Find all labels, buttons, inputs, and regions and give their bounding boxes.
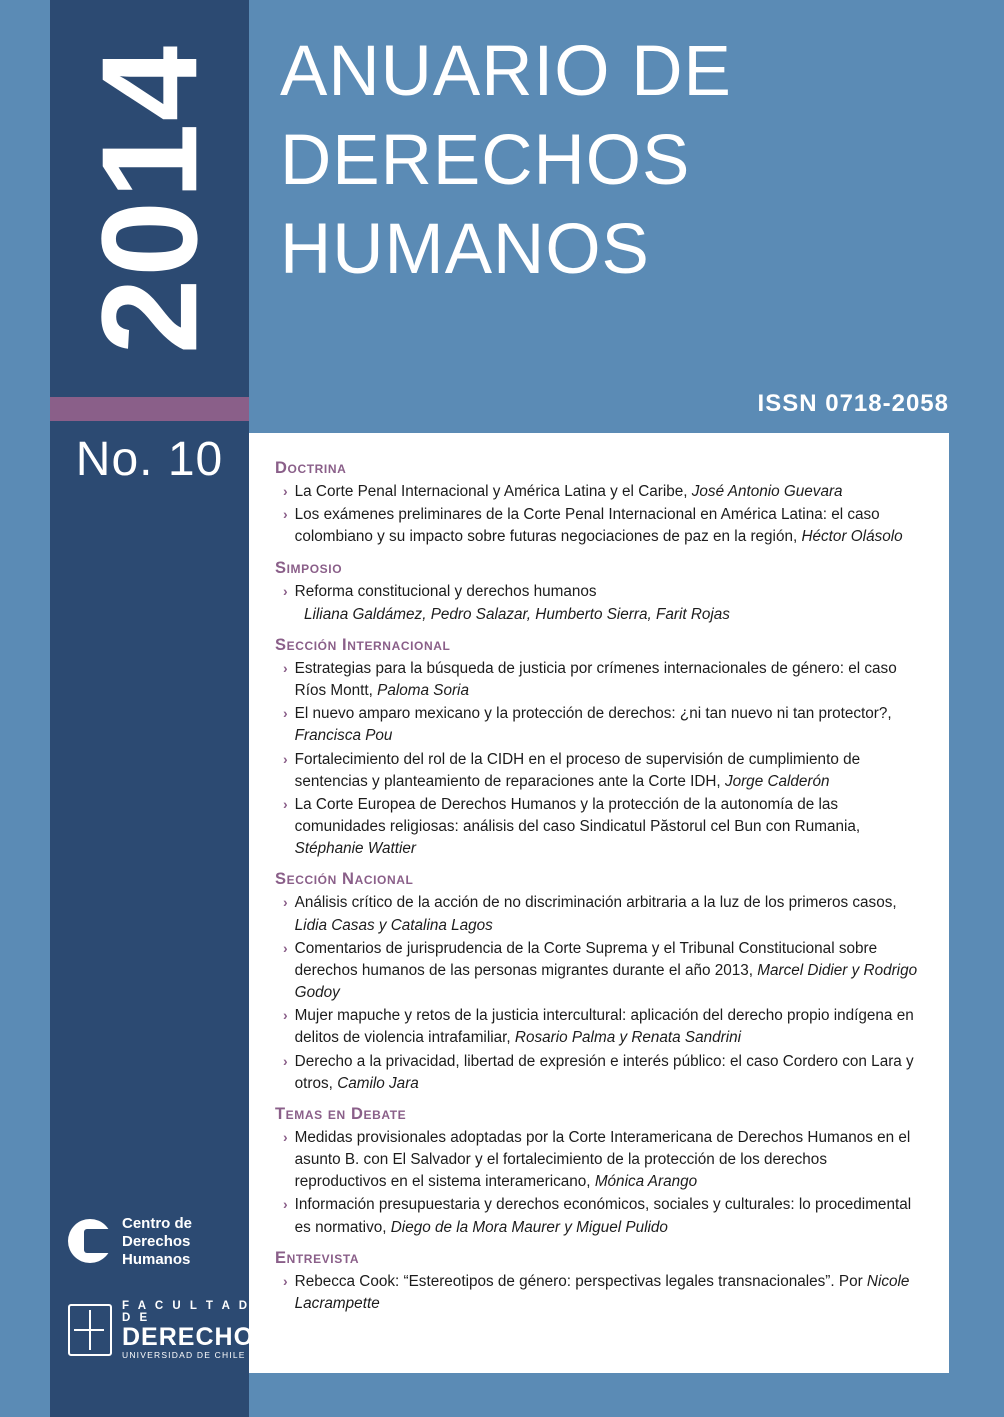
chevron-right-icon: › [283, 1007, 288, 1024]
toc-entry-author: Lidia Casas y Catalina Lagos [294, 916, 493, 934]
toc-entry-text: El nuevo amparo mexicano y la protección de derechos: ¿ni tan nuevo ni tan protector?, Francisca Pou [294, 705, 892, 745]
faculty-line-2: DERECHO [122, 1323, 255, 1351]
toc-entry-author: José Antonio Guevara [691, 483, 843, 500]
issue-number: No. 10 [75, 433, 224, 486]
toc-entry-author: Jorge Calderón [724, 772, 830, 790]
chevron-right-icon: › [283, 750, 288, 767]
toc-entry-text: Medidas provisionales adoptadas por la Corte Interamericana de Derechos Humanos en el asunto B. con El Salvador y el fortalecimiento de la protección de los derechos reproductivos en el sistema interamericano, Mónica Arango [294, 1128, 911, 1191]
chevron-right-icon: › [283, 1052, 288, 1069]
toc-entry[interactable] [275, 1005, 923, 1049]
toc-entry-text: Mujer mapuche y retos de la justicia intercultural: aplicación del derecho propio indígena en delitos de violencia intrafamiliar, Rosario Palma y Renata Sandrini [294, 1007, 914, 1047]
table-of-contents [249, 433, 949, 1373]
toc-entry-text: Los exámenes preliminares de la Corte Penal Internacional en América Latina: el caso colombiano y su impacto sobre futuras negociaciones de paz en la región, Héctor Olásolo [294, 506, 903, 546]
toc-entry-text: Derecho a la privacidad, libertad de expresión e interés público: el caso Cordero con Lara y otros, Camilo Jara [294, 1052, 914, 1092]
chevron-right-icon: › [283, 1196, 288, 1213]
toc-entry[interactable] [275, 1271, 923, 1315]
toc-entry[interactable] [275, 1051, 923, 1095]
cdh-line-2: Derechos [122, 1232, 191, 1250]
cdh-mark-icon [68, 1219, 112, 1265]
toc-entry-author: Mónica Arango [594, 1173, 698, 1191]
toc-entry-author: Rosario Palma y Renata Sandrini [514, 1029, 742, 1047]
chevron-right-icon: › [283, 506, 288, 523]
toc-entry-author: Paloma Soria [377, 682, 469, 700]
chevron-right-icon: › [283, 582, 288, 599]
toc-entry-author: Marcel Didier y Rodrigo Godoy [294, 961, 918, 1002]
toc-entry-text: Análisis crítico de la acción de no discriminación arbitraria a la luz de los primeros casos, Lidia Casas y Catalina Lagos [294, 894, 897, 934]
toc-entry-author: Francisca Pou [294, 727, 393, 745]
facultad-derecho-logo [68, 1300, 255, 1361]
toc-entry[interactable] [275, 892, 923, 936]
title-line-2: DERECHOS [280, 120, 691, 200]
centro-derechos-humanos-logo [68, 1208, 233, 1276]
toc-entry-authors-line: Liliana Galdámez, Pedro Salazar, Humberto Sierra, Farit Rojas [304, 605, 730, 623]
toc-entry[interactable] [275, 938, 923, 1005]
toc-entry-text: Fortalecimiento del rol de la CIDH en el proceso de supervisión de cumplimiento de sentencias y planteamiento de reparaciones ante la Corte IDH, Jorge Calderón [294, 750, 861, 790]
toc-entry-text: Reforma constitucional y derechos humanos [294, 582, 597, 600]
chevron-right-icon: › [283, 795, 288, 812]
toc-entry-text: La Corte Europea de Derechos Humanos y la protección de la autonomía de las comunidades religiosas: análisis del caso Sindicatul Păstorul cel Bun con Rumania, Stéphanie Wattier [294, 795, 861, 858]
chevron-right-icon: › [283, 939, 288, 956]
toc-entry[interactable] [275, 658, 923, 702]
masthead [280, 28, 940, 294]
toc-entry-text: Información presupuestaria y derechos económicos, sociales y culturales: lo procedimental es normativo, Diego de la Mora Maurer y Miguel Pulido [294, 1196, 912, 1236]
toc-section-title: Doctrina [275, 459, 347, 477]
chevron-right-icon: › [283, 705, 288, 722]
toc-section-title: Sección Internacional [275, 635, 451, 654]
chevron-right-icon: › [283, 1128, 288, 1145]
title-line-1: ANUARIO DE [280, 32, 732, 111]
cdh-line-1: Centro de [122, 1214, 193, 1232]
toc-entry-author: Diego de la Mora Maurer y Miguel Pulido [390, 1218, 668, 1236]
toc-entry-author: Stéphanie Wattier [294, 840, 416, 858]
toc-entry[interactable] [275, 504, 923, 548]
toc-entry[interactable] [275, 481, 923, 503]
toc-section-title: Temas en Debate [275, 1104, 407, 1123]
toc-entry-text: Comentarios de jurisprudencia de la Corte Suprema y el Tribunal Constitucional sobre derechos humanos de las personas migrantes durante el año 2013, Marcel Didier y Rodrigo Godoy [294, 939, 918, 1002]
chevron-right-icon: › [283, 659, 288, 676]
accent-divider [50, 397, 249, 421]
toc-section-title: Simposio [275, 558, 343, 577]
toc-entry[interactable] [275, 1194, 923, 1238]
title-line-3: HUMANOS [280, 209, 650, 289]
toc-entry-text: La Corte Penal Internacional y América Latina y el Caribe, José Antonio Guevara [294, 483, 843, 500]
toc-entry-author: Héctor Olásolo [801, 528, 903, 546]
toc-entry-author: Camilo Jara [337, 1074, 419, 1092]
toc-entry-text: Rebecca Cook: “Estereotipos de género: perspectivas legales transnacionales”. Por Nicole Lacrampette [294, 1272, 910, 1312]
university-crest-icon [68, 1304, 112, 1356]
faculty-line-1: F A C U L T A D D E [122, 1300, 251, 1324]
faculty-logo-text [122, 1300, 254, 1360]
issn-text: ISSN 0718-2058 [757, 390, 949, 417]
faculty-line-3: UNIVERSIDAD DE CHILE [122, 1350, 246, 1361]
toc-entry-text: Estrategias para la búsqueda de justicia por crímenes internacionales de género: el caso Ríos Montt, Paloma Soria [294, 659, 897, 700]
toc-entry[interactable] [275, 1127, 923, 1194]
toc-entry-author: Nicole Lacrampette [294, 1272, 910, 1312]
toc-section-title: Entrevista [275, 1248, 360, 1267]
chevron-right-icon: › [283, 1272, 288, 1289]
year-value: 2014 [73, 43, 226, 354]
cdh-line-3: Humanos [122, 1251, 191, 1269]
chevron-right-icon: › [283, 894, 288, 911]
year-text [50, 0, 249, 397]
toc-entry[interactable] [275, 581, 923, 603]
toc-section-title: Sección Nacional [275, 870, 414, 889]
cdh-logo-text [122, 1215, 192, 1270]
toc-entry[interactable] [275, 794, 923, 861]
toc-entry[interactable] [275, 703, 923, 747]
chevron-right-icon: › [283, 483, 288, 499]
toc-entry[interactable] [275, 749, 923, 793]
